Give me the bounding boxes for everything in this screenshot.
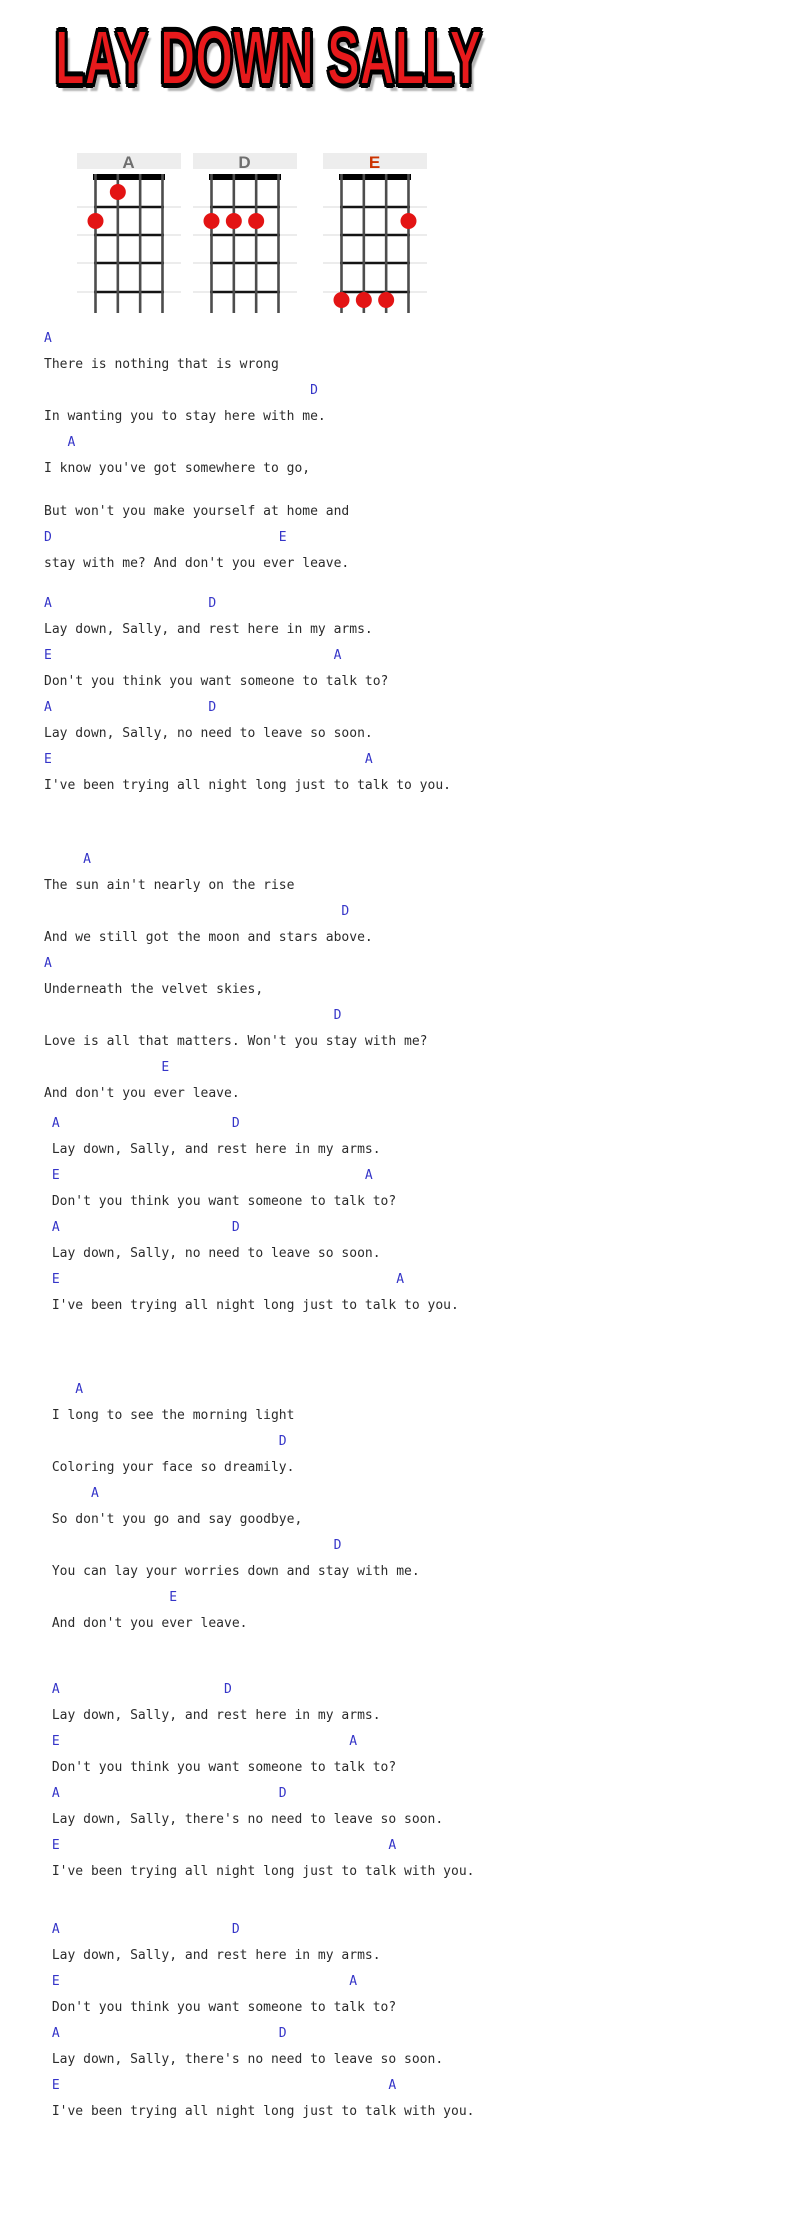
lyric-line: I know you've got somewhere to go,	[44, 461, 311, 476]
lyric-line: There is nothing that is wrong	[44, 357, 279, 372]
finger-dot	[226, 213, 242, 229]
lyric-line: Lay down, Sally, and rest here in my arms.	[44, 1142, 381, 1157]
chord-line: E A	[44, 752, 373, 767]
lyric-line: stay with me? And don't you ever leave.	[44, 556, 350, 571]
chord-line: D	[44, 1434, 287, 1449]
finger-dot	[204, 213, 220, 229]
chord-line: A D	[44, 1786, 287, 1801]
lyric-line: But won't you make yourself at home and	[44, 504, 350, 519]
finger-dot	[248, 213, 264, 229]
chord-line: A D	[44, 1116, 240, 1131]
lyric-line: I've been trying all night long just to talk with you.	[44, 2104, 475, 2119]
chord-line: A	[44, 435, 76, 450]
chord-line: D E	[44, 530, 287, 545]
song-title: LAY DOWN SALLY	[55, 15, 482, 101]
lyric-line: Lay down, Sally, no need to leave so soon.	[44, 1246, 381, 1261]
lyric-line: And don't you ever leave.	[44, 1616, 248, 1631]
stanza-gap	[44, 577, 54, 591]
lyric-line: So don't you go and say goodbye,	[44, 1512, 303, 1527]
stanza-gap	[44, 1637, 54, 1677]
chord-diagram-a	[77, 153, 181, 314]
chord-line: A D	[44, 1220, 240, 1235]
finger-dot	[356, 292, 372, 308]
chord-line: A D	[44, 1922, 240, 1937]
lyric-line: Don't you think you want someone to talk to?	[44, 1194, 397, 1209]
stanza-gap	[44, 482, 54, 499]
fretboard-grid	[193, 169, 297, 314]
lyric-line: I long to see the morning light	[44, 1408, 295, 1423]
lyric-line: Lay down, Sally, and rest here in my arms.	[44, 622, 373, 637]
chord-line: E A	[44, 1974, 358, 1989]
finger-dot	[88, 213, 104, 229]
fretboard-grid	[323, 169, 427, 314]
finger-dot	[378, 292, 394, 308]
lyric-line: Lay down, Sally, and rest here in my arms.	[44, 1948, 381, 1963]
chord-line: A D	[44, 700, 217, 715]
lyric-line: And don't you ever leave.	[44, 1086, 240, 1101]
chord-line: E A	[44, 2078, 397, 2093]
chord-line: A D	[44, 1682, 232, 1697]
lyric-line: Coloring your face so dreamily.	[44, 1460, 295, 1475]
chord-line: A D	[44, 596, 217, 611]
lyric-line: And we still got the moon and stars above.	[44, 930, 373, 945]
chord-line: E A	[44, 1838, 397, 1853]
lyric-line: In wanting you to stay here with me.	[44, 409, 326, 424]
chord-diagram-e	[323, 153, 427, 314]
chord-diagram-label: D	[193, 153, 297, 169]
lyric-line: Don't you think you want someone to talk to?	[44, 1760, 397, 1775]
lyric-line: Lay down, Sally, no need to leave so soon.	[44, 726, 373, 741]
lyric-line: I've been trying all night long just to talk with you.	[44, 1864, 475, 1879]
chord-line: E	[44, 1060, 170, 1075]
stanza-gap	[44, 1885, 54, 1917]
chord-line: E A	[44, 1272, 405, 1287]
finger-dot	[110, 184, 126, 200]
lyric-line: Love is all that matters. Won't you stay with me?	[44, 1034, 428, 1049]
chord-line: A	[44, 1382, 84, 1397]
chord-line: E A	[44, 648, 342, 663]
chord-diagram-label: A	[77, 153, 181, 169]
lyric-line: Underneath the velvet skies,	[44, 982, 264, 997]
lyric-line: Don't you think you want someone to talk to?	[44, 2000, 397, 2015]
finger-dot	[400, 213, 416, 229]
chord-line: A	[44, 331, 52, 346]
finger-dot	[334, 292, 350, 308]
fretboard-grid	[77, 169, 181, 314]
stanza-gap	[44, 799, 54, 847]
lyric-line: I've been trying all night long just to talk to you.	[44, 778, 451, 793]
chord-line: D	[44, 1008, 342, 1023]
chord-line: D	[44, 383, 318, 398]
chord-diagram-label: E	[323, 153, 427, 169]
lyric-line: Lay down, Sally, there's no need to leave so soon.	[44, 2052, 444, 2067]
chord-line: A	[44, 1486, 99, 1501]
stanza-gap	[44, 1319, 54, 1377]
chord-line: E	[44, 1590, 178, 1605]
chord-line: E A	[44, 1734, 358, 1749]
chord-line: A	[44, 956, 52, 971]
chord-line: A D	[44, 2026, 287, 2041]
lyric-line: Lay down, Sally, there's no need to leave so soon.	[44, 1812, 444, 1827]
chord-diagram-d	[193, 153, 297, 314]
lyrics-block	[44, 326, 474, 2125]
lyric-line: I've been trying all night long just to talk to you.	[44, 1298, 459, 1313]
lyric-line: Don't you think you want someone to talk to?	[44, 674, 389, 689]
chord-line: D	[44, 904, 350, 919]
chord-line: E A	[44, 1168, 373, 1183]
lyric-line: You can lay your worries down and stay with me.	[44, 1564, 420, 1579]
lyric-line: Lay down, Sally, and rest here in my arms.	[44, 1708, 381, 1723]
chord-diagrams	[0, 153, 800, 318]
chord-line: A	[44, 852, 91, 867]
lyric-line: The sun ain't nearly on the rise	[44, 878, 295, 893]
chord-line: D	[44, 1538, 342, 1553]
